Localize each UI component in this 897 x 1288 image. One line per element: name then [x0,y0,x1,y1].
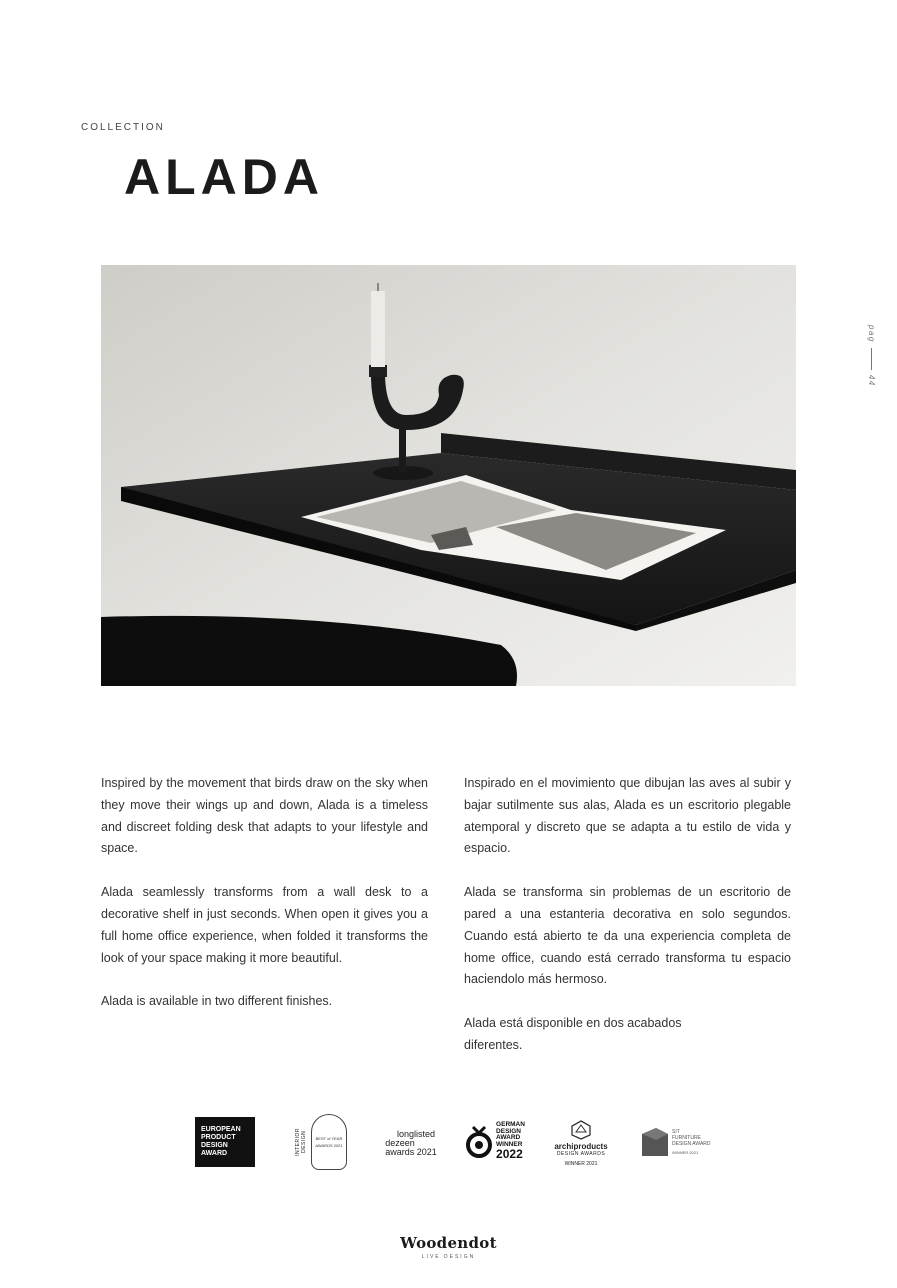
english-paragraph-3: Alada is available in two different finishes. [101,994,333,1009]
archi-win: WINNER 2021 [564,1160,598,1167]
german-line-2: DESIGN [496,1127,521,1135]
german-line-1: GERMAN [496,1121,525,1128]
hero-photo [101,265,796,686]
lightbulb-icon [311,1114,347,1170]
dezeen-mid: dezeen [385,1137,415,1148]
sit-furniture-design-award-logo [640,1124,720,1160]
sit-win: WINNER 2021 [672,1149,699,1155]
sit-line-1: SIT [672,1128,680,1135]
archiproducts-icon [571,1120,591,1140]
archi-name: archiproducts [554,1141,608,1151]
dezeen-top: longlisted [396,1128,436,1139]
epda-text: EUROPEAN PRODUCT DESIGN AWARD [201,1126,241,1157]
english-paragraph-1: Inspired by the movement that birds draw on the sky when they move their wings up and down, Alada is a timeless and discreet folding desk that adapts to your lifestyle and space. [101,776,428,856]
archi-sub: DESIGN AWARDS [556,1150,606,1157]
german-design-award-logo [462,1118,528,1164]
page-indicator [862,325,882,395]
brand-name: Woodendot [400,1234,497,1252]
english-paragraph-2: Alada seamlessly transforms from a wall desk to a decorative shelf in just seconds. When open it gives you a full home office experience, when folded it transforms the look of your space making it more beautiful. [101,885,428,965]
german-line-3: AWARD [496,1134,521,1141]
dezeen-awards-logo [376,1128,438,1158]
interior-sub: AWARDS 2021 [315,1143,343,1148]
sit-line-2: FURNITURE [672,1134,701,1141]
interior-design-award-logo [290,1112,352,1172]
interior-best: BEST of YEAR [315,1136,343,1141]
dezeen-bot: awards 2021 [385,1146,437,1157]
brand-tagline: LIVE DESIGN [421,1254,476,1260]
page-number: 44 [867,374,877,387]
page-title: ALADA [124,149,324,205]
archiproducts-award-logo [552,1114,610,1172]
spanish-paragraph-3: Alada está disponible en dos acabados diferentes. [464,1016,682,1052]
spanish-paragraph-1: Inspirado en el movimiento que dibujan las aves al subir y bajar sutilmente sus alas, Alada es un escritorio plegable atemporal y discreto que se adapta a tu estilo de vida y espacio. [464,776,791,856]
page-divider [872,348,873,370]
brand-logo [0,1234,897,1260]
sit-cube-icon [640,1126,670,1158]
page-label: pag [867,325,877,343]
english-text [101,773,428,1035]
collection-eyebrow: COLLECTION [81,122,165,133]
spanish-text [464,773,791,1079]
german-line-4: WINNER [496,1140,523,1148]
interior-line-1: INTERIOR [295,1128,301,1156]
spanish-paragraph-2: Alada se transforma sin problemas de un escritorio de pared a una estanteria decorativa en solo segundos. Cuando está abierto te da una experiencia completa de home office, cuando está cerrado transforma tu espacio haciendolo más hermoso. [464,885,791,987]
sit-line-3: DESIGN AWARD [672,1140,711,1147]
interior-line-2: DESIGN [301,1130,307,1154]
german-year: 2022 [496,1147,523,1161]
german-design-award-icon [465,1123,493,1159]
european-product-design-award-logo [195,1117,255,1167]
